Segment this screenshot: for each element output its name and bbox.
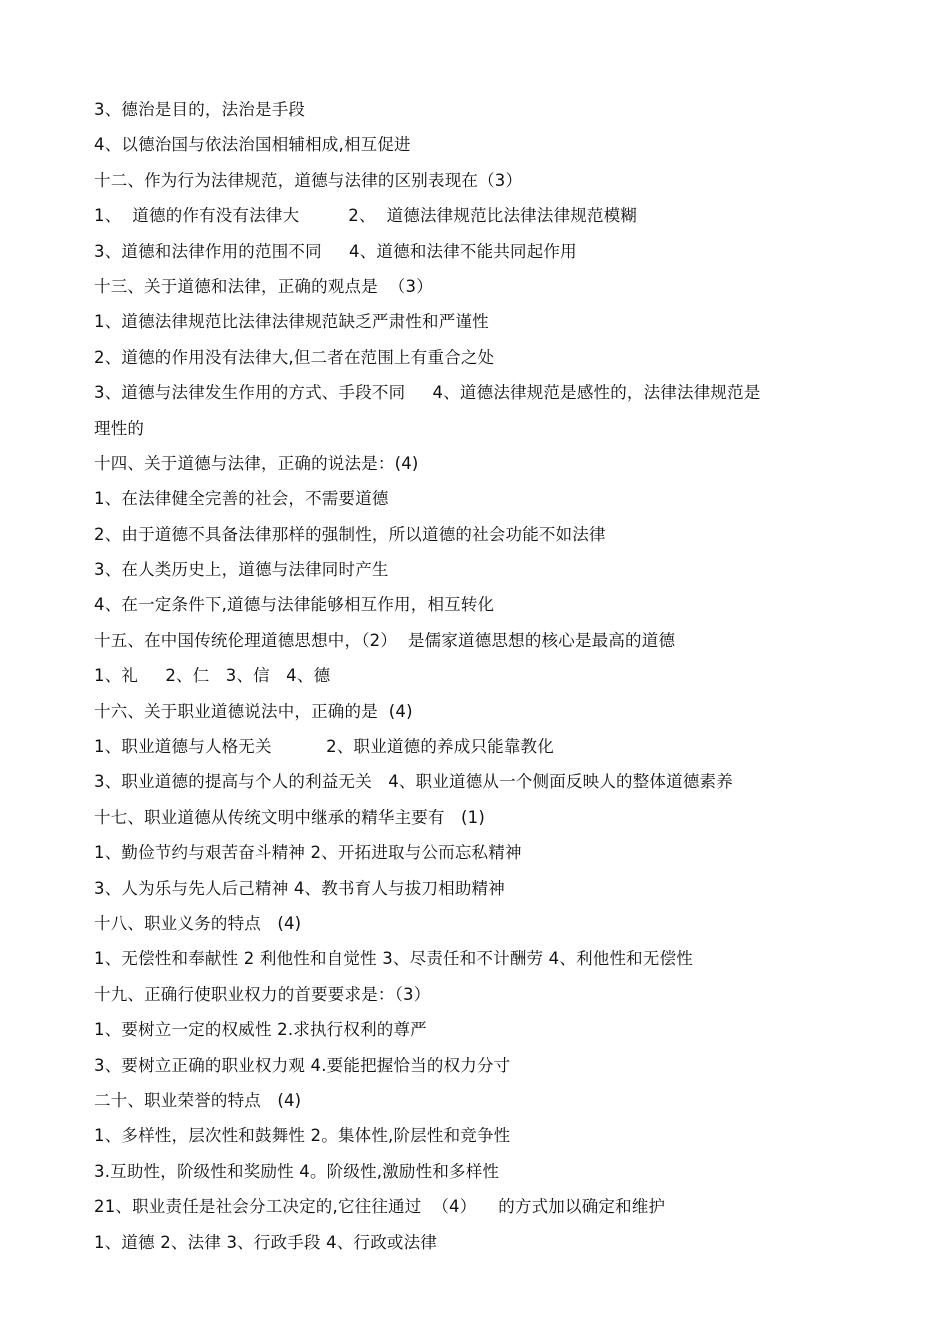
option-line: 1、无偿性和奉献性 2 利他性和自觉性 3、尽责任和不计酬劳 4、利他性和无偿性 [94,949,693,969]
question-heading: 十二、作为行为法律规范，道德与法律的区别表现在（3） [94,170,523,190]
option-line: 理性的 [94,418,145,438]
option-line: 3、要树立正确的职业权力观 4.要能把握恰当的权力分寸 [94,1055,511,1075]
option-line: 1、道德法律规范比法律法律规范缺乏严肃性和严谨性 [94,312,489,332]
question-heading: 21、职业责任是社会分工决定的,它往往通过 （4） 的方式加以确定和维护 [94,1197,666,1217]
question-heading: 十六、关于职业道德说法中，正确的是 (4) [94,701,413,721]
question-heading: 十五、在中国传统伦理道德思想中，（2） 是儒家道德思想的核心是最高的道德 [94,630,676,650]
option-line: 3.互助性，阶级性和奖励性 4。阶级性,激励性和多样性 [94,1161,500,1181]
option-line: 1、道德 2、法律 3、行政手段 4、行政或法律 [94,1232,438,1252]
option-line: 1、礼 2、仁 3、信 4、德 [94,666,331,686]
text-line: 4、以德治国与依法治国相辅相成,相互促进 [94,135,411,155]
question-heading: 十三、关于道德和法律，正确的观点是 （3） [94,276,433,296]
question-heading: 十四、关于道德与法律，正确的说法是：(4) [94,453,419,473]
question-heading: 二十、职业荣誉的特点 (4) [94,1090,302,1110]
question-heading: 十七、职业道德从传统文明中继承的精华主要有 (1) [94,807,486,827]
option-line: 1、要树立一定的权威性 2.求执行权利的尊严 [94,1020,427,1040]
option-line: 3、道德和法律作用的范围不同 4、道德和法律不能共同起作用 [94,241,577,261]
option-line: 4、在一定条件下,道德与法律能够相互作用，相互转化 [94,595,495,615]
document-body [94,92,924,1260]
option-line: 3、职业道德的提高与个人的利益无关 4、职业道德从一个侧面反映人的整体道德素养 [94,772,733,792]
option-line: 2、由于道德不具备法律那样的强制性，所以道德的社会功能不如法律 [94,524,606,544]
option-line: 2、道德的作用没有法律大,但二者在范围上有重合之处 [94,347,495,367]
option-line: 3、人为乐与先人后己精神 4、教书育人与拔刀相助精神 [94,878,505,898]
option-line: 1、 道德的作有没有法律大 2、 道德法律规范比法律法律规范模糊 [94,206,638,226]
option-line: 3、道德与法律发生作用的方式、手段不同 4、道德法律规范是感性的，法律法律规范是 [94,383,761,403]
question-heading: 十八、职业义务的特点 (4) [94,913,302,933]
option-line: 1、多样性，层次性和鼓舞性 2。集体性,阶层性和竞争性 [94,1126,511,1146]
option-line: 3、在人类历史上，道德与法律同时产生 [94,560,389,580]
option-line: 1、勤俭节约与艰苦奋斗精神 2、开拓进取与公而忘私精神 [94,843,522,863]
question-heading: 十九、正确行使职业权力的首要要求是：（3） [94,984,431,1004]
text-line: 3、德治是目的，法治是手段 [94,100,306,119]
option-line: 1、在法律健全完善的社会，不需要道德 [94,489,389,509]
option-line: 1、职业道德与人格无关 2、职业道德的养成只能靠教化 [94,737,554,757]
